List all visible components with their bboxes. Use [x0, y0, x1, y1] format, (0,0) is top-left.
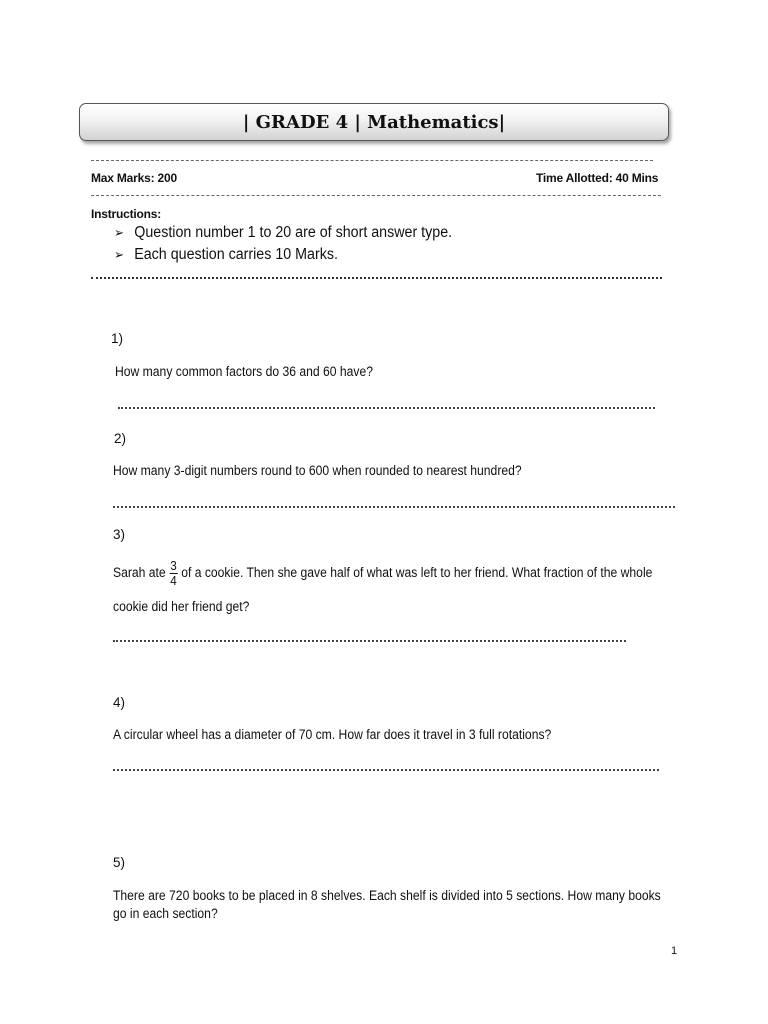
answer-line	[113, 640, 626, 642]
instruction-item	[114, 224, 452, 242]
question-text: How many 3-digit numbers round to 600 when rounded to nearest hundred?	[113, 463, 522, 478]
instruction-text: Question number 1 to 20 are of short answer type.	[134, 224, 453, 241]
page-number: 1	[671, 945, 678, 957]
separator-bottom	[91, 277, 662, 279]
question-text	[113, 559, 652, 588]
fraction	[169, 559, 177, 588]
max-marks: Max Marks: 200	[91, 171, 177, 185]
separator-middle	[91, 195, 661, 196]
question-text-part: of a cookie. Then she gave half of what was left to her friend. What fraction of the whole	[181, 565, 653, 581]
question-number: 3)	[113, 527, 126, 542]
fraction-denominator: 4	[170, 573, 177, 588]
arrow-bullet-icon: ➢	[114, 247, 125, 262]
question-number: 1)	[111, 331, 124, 346]
fraction-numerator: 3	[170, 558, 177, 573]
question-text-part: Sarah ate	[113, 565, 166, 581]
answer-line	[113, 769, 659, 771]
answer-line	[118, 407, 655, 409]
instructions-heading: Instructions:	[91, 207, 162, 221]
question-number: 2)	[114, 431, 127, 446]
answer-line	[113, 506, 675, 508]
title-banner	[79, 103, 669, 141]
question-text: There are 720 books to be placed in 8 shelves. Each shelf is divided into 5 sections. How many books	[113, 888, 661, 903]
question-text: How many common factors do 36 and 60 have?	[115, 364, 374, 379]
page-title: | GRADE 4 | Mathematics|	[242, 111, 506, 133]
instruction-item	[114, 246, 338, 264]
time-allotted: Time Allotted: 40 Mins	[536, 171, 659, 185]
question-number: 4)	[113, 695, 126, 710]
question-number: 5)	[113, 855, 126, 870]
question-text-continued: go in each section?	[113, 906, 218, 921]
separator-top	[91, 160, 653, 161]
question-text: A circular wheel has a diameter of 70 cm. How far does it travel in 3 full rotations?	[113, 727, 552, 742]
question-text-continued: cookie did her friend get?	[113, 599, 250, 614]
instruction-text: Each question carries 10 Marks.	[134, 246, 338, 263]
arrow-bullet-icon: ➢	[114, 225, 125, 240]
